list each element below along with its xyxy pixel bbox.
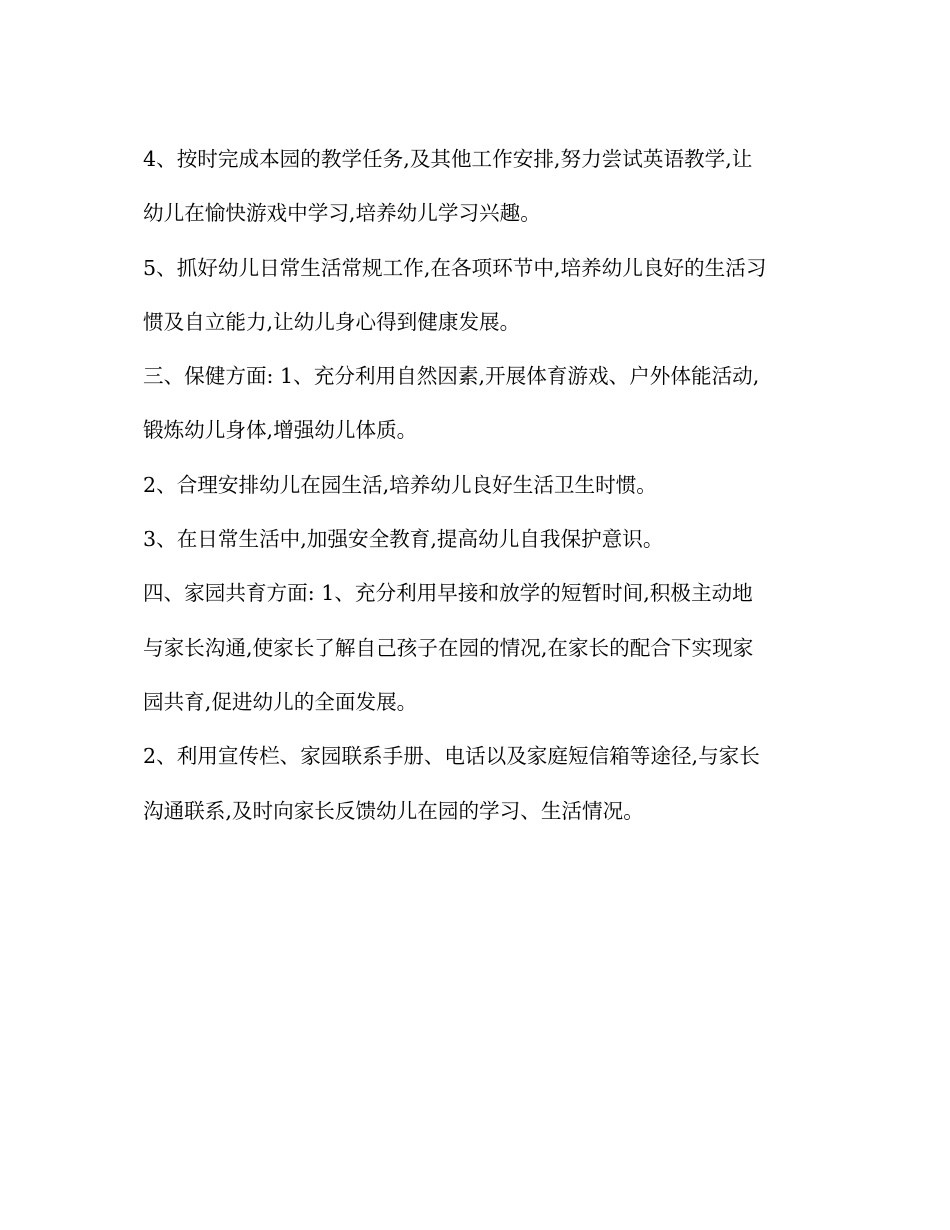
text-line-2: 幼儿在愉快游戏中学习,培养幼儿学习兴趣。 bbox=[143, 201, 541, 226]
text-line-4: 惯及自立能力,让幼儿身心得到健康发展。 bbox=[143, 309, 521, 334]
text-line-6: 锻炼幼儿身体,增强幼儿体质。 bbox=[143, 418, 418, 443]
text-line-8: 3、在日常生活中,加强安全教育,提高幼儿自我保护意识。 bbox=[143, 527, 664, 552]
body-text bbox=[143, 138, 815, 844]
text-line-1: 4、按时完成本园的教学任务,及其他工作安排,努力尝试英语教学,让 bbox=[143, 147, 753, 171]
text-line-5: 三、保健方面: 1、充分利用自然因素,开展体育游戏、户外体能活动, bbox=[143, 364, 760, 389]
text-line-11: 园共育,促进幼儿的全面发展。 bbox=[143, 689, 418, 714]
text-line-3: 5、抓好幼儿日常生活常规工作,在各项环节中,培养幼儿良好的生活习 bbox=[143, 255, 767, 280]
text-line-7: 2、合理安排幼儿在园生活,培养幼儿良好生活卫生时惯。 bbox=[143, 472, 657, 497]
text-line-12: 2、利用宣传栏、家园联系手册、电话以及家庭短信箱等途径,与家长 bbox=[143, 744, 760, 769]
text-line-9: 四、家园共育方面: 1、充分利用早接和放学的短暂时间,积极主动地 bbox=[143, 581, 753, 606]
text-line-10: 与家长沟通,使家长了解自己孩子在园的情况,在家长的配合下实现家 bbox=[143, 635, 754, 660]
text-line-13: 沟通联系,及时向家长反馈幼儿在园的学习、生活情况。 bbox=[143, 798, 644, 823]
